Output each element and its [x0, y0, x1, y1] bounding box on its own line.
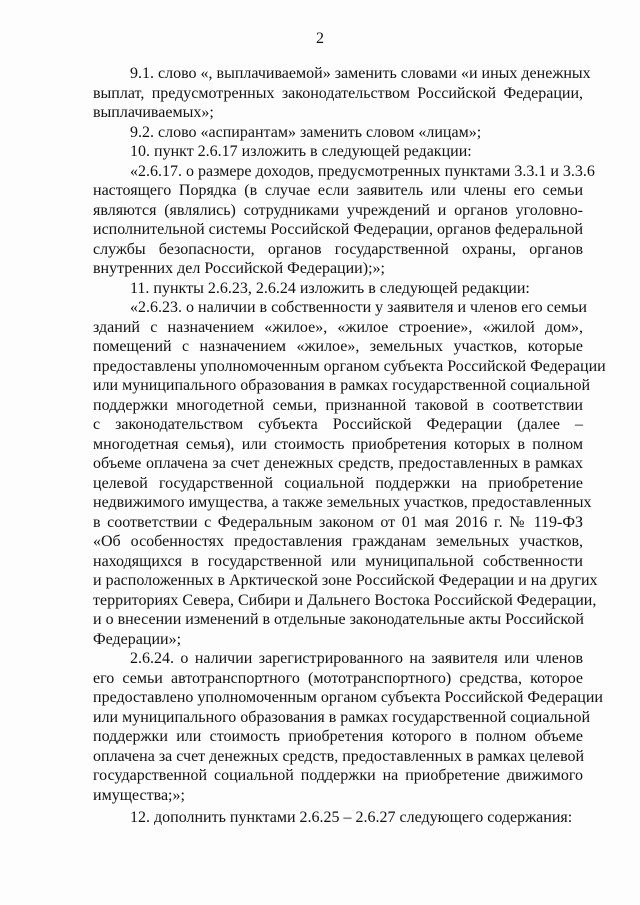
paragraph [93, 123, 583, 143]
text-line: поддержки или стоимость приобретения которого в полном объеме [93, 728, 583, 745]
text-line: оплачена за счет денежных средств, предоставленных в рамках целевой [93, 747, 585, 765]
paragraph [93, 298, 606, 649]
text-line: поддержки многодетной семьи, признанной таковой в соответствии [93, 396, 583, 414]
text-line: 12. дополнить пунктами 2.6.25 – 2.6.27 следующего содержания: [130, 809, 573, 826]
text-line: или муниципального образования в рамках государственной социальной [93, 708, 591, 726]
page-number: 2 [316, 30, 324, 47]
document-body [93, 64, 606, 828]
text-line: 10. пункт 2.6.17 изложить в следующей редакции: [130, 143, 472, 160]
text-line: выплачиваемых»; [93, 104, 214, 121]
text-line: зданий с назначением «жилое», «жилое строение», «жилой дом», [93, 318, 583, 336]
text-line: исполнительной системы Российской Федерации, органов федеральной [93, 221, 583, 238]
text-line: недвижимого имущества, а также земельных участков, предоставленных [93, 494, 592, 511]
paragraph [93, 279, 583, 299]
text-line: объеме оплачена за счет денежных средств, предоставленных в рамках [93, 455, 583, 472]
text-line: помещений с назначением «жилое», земельных участков, которые [93, 338, 583, 355]
text-line: «Об особенностях предоставления гражданам земельных участков, [93, 533, 583, 550]
text-line: «2.6.23. о наличии в собственности у заявителя и членов его семьи [130, 299, 587, 316]
text-line: имущества;»; [93, 786, 185, 804]
text-line: являются (являлись) сотрудниками учреждений и органов уголовно- [93, 201, 583, 219]
text-line: находящихся в государственной или муниципальной собственности [93, 552, 583, 570]
text-line: 2.6.24. о наличии зарегистрированного на заявителя или членов [130, 650, 583, 667]
text-line: службы безопасности, органов государственной охраны, органов [93, 240, 583, 258]
text-line: предоставлены уполномоченным органом субъекта Российской Федерации [93, 357, 606, 375]
text-line: 9.2. слово «аспирантам» заменить словом «лицам»; [130, 123, 482, 141]
paragraph [93, 162, 595, 279]
paragraph [93, 64, 591, 123]
text-line: и расположенных в Арктической зоне Российской Федерации и на других [93, 572, 598, 589]
text-line: целевой государственной социальной поддержки на приобретение [93, 474, 583, 492]
text-line: предоставлено уполномоченным органом субъекта Российской Федерации [93, 689, 603, 706]
text-line: и о внесении изменений в отдельные законодательные акты Российской [93, 611, 584, 628]
paragraph [93, 649, 603, 805]
text-line: 11. пункты 2.6.23, 2.6.24 изложить в следующей редакции: [130, 279, 530, 297]
paragraph [93, 808, 583, 828]
text-line: или муниципального образования в рамках государственной социальной [93, 377, 591, 394]
text-line: многодетная семья), или стоимость приобретения которых в полном [93, 435, 583, 453]
text-line: территориях Севера, Сибири и Дальнего Востока Российской Федерации, [93, 591, 597, 609]
text-line: его семьи автотранспортного (мототранспортного) средства, которое [93, 669, 583, 687]
text-line: «2.6.17. о размере доходов, предусмотренных пунктами 3.3.1 и 3.3.6 [130, 162, 595, 180]
text-line: выплат, предусмотренных законодательством Российской Федерации, [93, 84, 583, 102]
text-line: внутренних дел Российской Федерации);»; [93, 260, 385, 277]
text-line: 9.1. слово «, выплачиваемой» заменить словами «и иных денежных [130, 65, 591, 82]
text-line: настоящего Порядка (в случае если заявитель или члены его семьи [93, 182, 583, 199]
text-line: в соответствии с Федеральным законом от 01 мая 2016 г. № 119-ФЗ [93, 513, 583, 531]
paragraph [93, 142, 583, 162]
text-line: государственной социальной поддержки на приобретение движимого [93, 767, 583, 784]
text-line: Федерации»; [93, 630, 182, 648]
text-line: с законодательством субъекта Российской Федерации (далее – [93, 416, 583, 433]
